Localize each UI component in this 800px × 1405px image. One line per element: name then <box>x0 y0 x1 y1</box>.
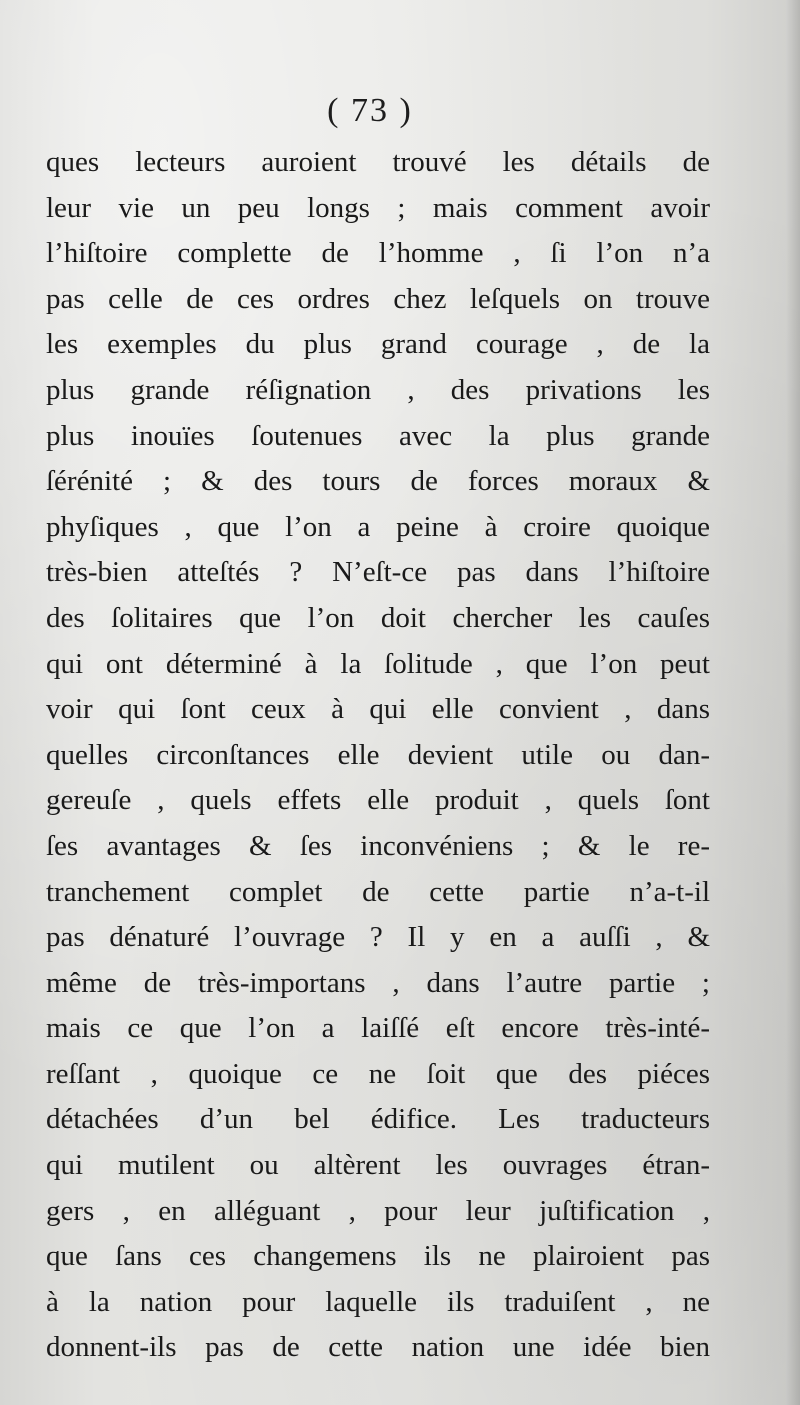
text-line: ſes avantages & ſes inconvéniens ; & le re- <box>46 829 710 862</box>
text-line: ſérénité ; & des tours de forces moraux & <box>46 465 710 498</box>
text-line: phyſiques , que l’on a peine à croire quoique <box>46 510 710 543</box>
text-line: gers , en alléguant , pour leur juſtification , <box>46 1194 710 1227</box>
text-line: quelles circonſtances elle devient utile ou dan- <box>46 738 710 771</box>
text-line: reſſant , quoique ce ne ſoit que des piéces <box>46 1057 710 1090</box>
text-line: tranchement complet de cette partie n’a-t-il <box>46 875 710 908</box>
text-line: les exemples du plus grand courage , de la <box>46 328 710 361</box>
text-line: plus grande réſignation , des privations les <box>46 373 710 406</box>
text-line: mais ce que l’on a laiſſé eſt encore très-inté- <box>46 1012 710 1045</box>
text-line: qui ont déterminé à la ſolitude , que l’on peut <box>46 647 710 680</box>
text-line: à la nation pour laquelle ils traduiſent , ne <box>46 1285 710 1318</box>
text-line: plus inouïes ſoutenues avec la plus grande <box>46 419 710 452</box>
text-line: l’hiſtoire complette de l’homme , ſi l’on n’a <box>46 237 710 270</box>
text-line: pas dénaturé l’ouvrage ? Il y en a auſſi , & <box>46 921 710 954</box>
page-number: ( 73 ) <box>327 92 413 129</box>
text-line: ques lecteurs auroient trouvé les détails de <box>46 146 710 178</box>
text-line: pas celle de ces ordres chez leſquels on trouve <box>46 282 710 315</box>
text-line: donnent-ils pas de cette nation une idée bien <box>46 1331 710 1364</box>
text-line: même de très-importans , dans l’autre partie ; <box>46 966 710 999</box>
text-line: très-bien atteſtés ? N’eſt-ce pas dans l’hiſtoire <box>46 556 710 589</box>
text-line: des ſolitaires que l’on doit chercher les cauſes <box>46 601 710 634</box>
text-line: détachées d’un bel édifice. Les traducteurs <box>46 1103 710 1136</box>
body-text <box>46 140 710 1371</box>
text-line: gereuſe , quels effets elle produit , quels ſont <box>46 784 710 817</box>
text-line: voir qui ſont ceux à qui elle convient , dans <box>46 693 710 726</box>
text-line: que ſans ces changemens ils ne plairoient pas <box>46 1240 710 1273</box>
text-line: leur vie un peu longs ; mais comment avoir <box>46 191 710 224</box>
text-line: qui mutilent ou altèrent les ouvrages étran- <box>46 1149 710 1182</box>
